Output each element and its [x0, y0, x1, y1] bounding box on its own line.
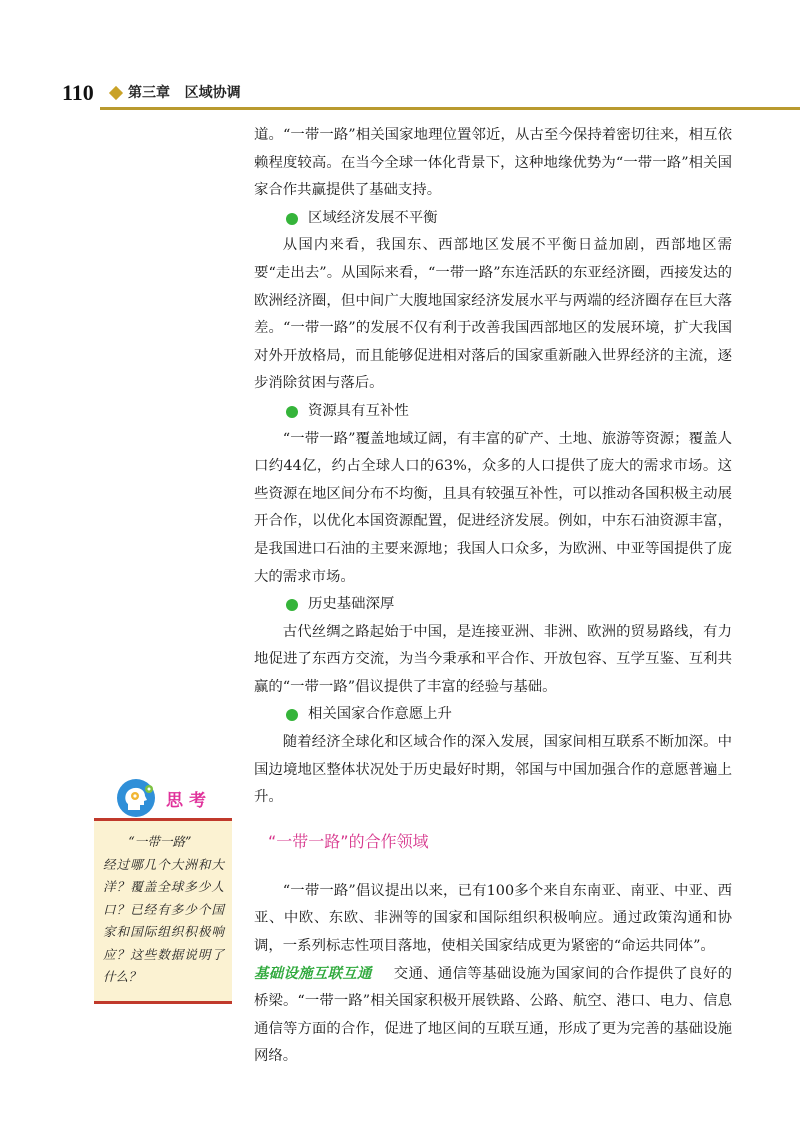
main-text: [254, 122, 732, 1071]
intro-paragraph: 道。“一带一路”相关国家地理位置邻近，从古至今保持着密切往来，相互依赖程度较高。在当今全球一体化背景下，这种地缘优势为“一带一路”相关国家合作共赢提供了基础支持。: [254, 127, 732, 199]
diamond-icon: [109, 86, 123, 100]
think-sidebar: [94, 776, 232, 984]
header-rule: [100, 107, 800, 110]
section-title: “一带一路”的合作领域: [268, 831, 429, 851]
bullet-heading-4: [254, 701, 732, 729]
page-number: 110: [62, 80, 94, 105]
keyword-label: 基础设施互联互通: [254, 965, 372, 982]
green-bullet-icon: [286, 213, 298, 225]
bullet-heading-text: 相关国家合作意愿上升: [308, 706, 452, 723]
bullet-heading-2: [254, 398, 732, 426]
think-box: [94, 818, 232, 1004]
green-bullet-icon: [286, 599, 298, 611]
think-lead: “一带一路”: [128, 834, 192, 849]
paragraph-4: 随着经济全球化和区域合作的深入发展，国家间相互联系不断加深。中国边境地区整体状况处于历史最好时期，邻国与中国加强合作的意愿普遍上升。: [254, 734, 732, 806]
chapter-title: 第三章 区域协调: [128, 85, 241, 101]
green-bullet-icon: [286, 406, 298, 418]
think-header: [94, 776, 232, 820]
paragraph-2: “一带一路”覆盖地域辽阔，有丰富的矿产、土地、旅游等资源；覆盖人口约44亿，约占全球人口的63%，众多的人口提供了庞大的需求市场。这些资源在地区间分布不均衡，且具有较强互补性，可以推动各国积极主动展开合作，以优化本国资源配置，促进经济发展。例如，中东石油资源丰富，是我国进口石油的主要来源地；我国人口众多，为欧洲、中亚等国提供了庞大的需求市场。: [254, 430, 732, 585]
section-paragraph: “一带一路”倡议提出以来，已有100多个来自东南亚、南亚、中亚、西亚、中欧、东欧、非洲等的国家和国际组织积极响应。通过政策沟通和协调，一系列标志性项目落地，使相关国家结成更为紧密的“命运共同体”。: [254, 882, 732, 955]
page-header: [0, 0, 800, 112]
paragraph-3: 古代丝绸之路起始于中国，是连接亚洲、非洲、欧洲的贸易路线，有力地促进了东西方交流，为当今秉承和平合作、开放包容、互学互鉴、互利共赢的“一带一路”倡议提供了丰富的经验与基础。: [254, 623, 732, 695]
bullet-heading-1: [254, 205, 732, 233]
green-bullet-icon: [286, 709, 298, 721]
keyword-paragraph: [254, 961, 732, 1071]
bullet-heading-text: 历史基础深厚: [308, 596, 395, 613]
think-title: 思考: [166, 791, 212, 811]
keyword-text: 交通、通信等基础设施为国家间的合作提供了良好的桥梁。“一带一路”相关国家积极开展铁路、公路、航空、港口、电力、信息通信等方面的合作，促进了地区间的互联互通，形成了更为完善的基础设施网络。: [254, 965, 732, 1065]
bullet-heading-3: [254, 591, 732, 619]
paragraph-1: 从国内来看，我国东、西部地区发展不平衡日益加剧，西部地区需要“走出去”。从国际来看，“一带一路”东连活跃的东亚经济圈，西接发达的欧洲经济圈，但中间广大腹地国家经济发展水平与两端的经济圈存在巨大落差。“一带一路”的发展不仅有利于改善我国西部地区的发展环境，扩大我国对外开放格局，而且能够促进相对落后的国家重新融入世界经济的主流，逐步消除贫困与落后。: [254, 237, 732, 392]
bullet-heading-text: 资源具有互补性: [308, 402, 409, 419]
head-gears-icon: [116, 778, 156, 818]
think-body: 经过哪几个大洲和大洋？覆盖全球多少人口？已经有多少个国家和国际组织积极响应？这些数据说明了什么？: [103, 856, 224, 984]
think-question: [103, 831, 224, 989]
bullet-heading-text: 区域经济发展不平衡: [308, 209, 438, 226]
